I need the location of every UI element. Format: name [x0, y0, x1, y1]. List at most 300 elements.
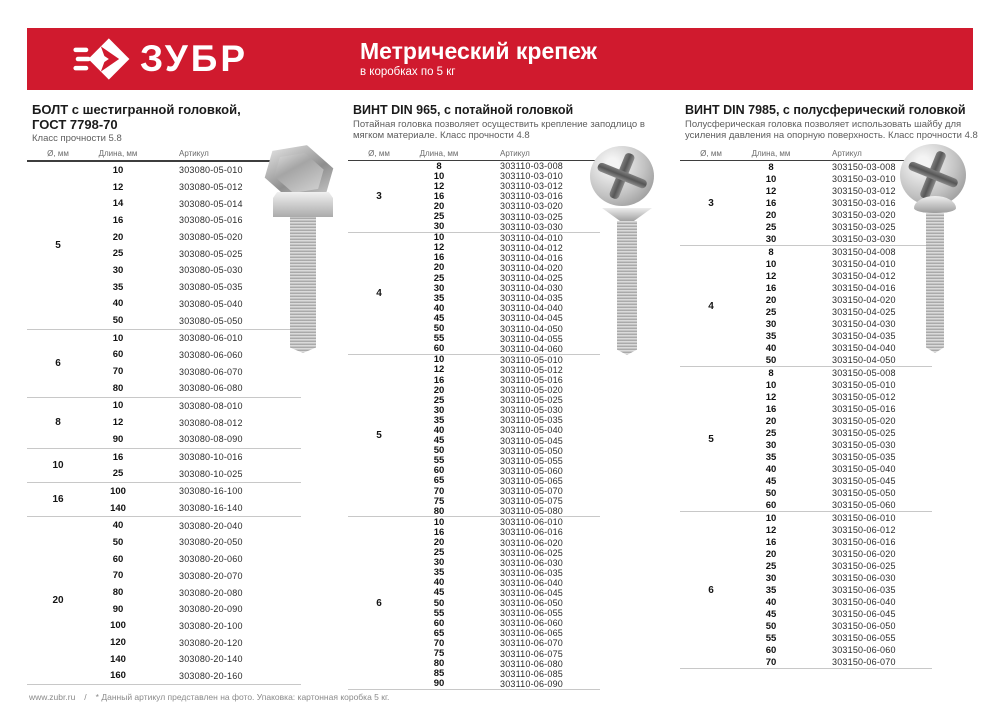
length-value: 40	[433, 577, 445, 589]
article-number: 303110-03-020	[500, 201, 563, 212]
table-row	[742, 246, 932, 258]
screw-threaded-shaft	[617, 221, 637, 355]
length-value: 30	[765, 572, 777, 584]
length-value: 10	[112, 332, 124, 344]
length-value: 30	[433, 221, 445, 233]
article-number: 303150-03-030	[832, 234, 896, 244]
length-value: 30	[765, 439, 777, 451]
header-band	[27, 28, 973, 90]
length-value: 16	[765, 197, 777, 209]
length-value: 10	[433, 516, 445, 528]
table-row	[410, 191, 600, 201]
article-number: 303110-04-030	[500, 283, 563, 294]
article-number: 303110-06-025	[500, 547, 563, 558]
article-number: 303150-06-055	[832, 633, 896, 643]
article-number: 303110-06-055	[500, 608, 563, 619]
table-row	[410, 293, 600, 303]
length-value: 55	[433, 607, 445, 619]
article-number: 303080-20-060	[179, 554, 243, 565]
article-number: 303080-16-140	[179, 503, 243, 514]
screw-threaded-shaft	[926, 213, 944, 353]
diameter-group	[27, 517, 301, 685]
table-header-block	[27, 100, 337, 146]
table-row	[410, 283, 600, 293]
table-row	[742, 233, 932, 245]
length-value: 70	[112, 366, 124, 378]
length-value: 12	[765, 270, 777, 282]
table-row	[742, 427, 932, 439]
article-number: 303150-06-030	[832, 573, 896, 583]
length-value: 30	[765, 233, 777, 245]
pan-head-screw-table-section	[680, 100, 995, 700]
length-value: 16	[112, 451, 124, 463]
length-value: 20	[433, 537, 445, 549]
article-number: 303110-05-065	[500, 475, 563, 486]
table-row	[410, 568, 600, 578]
article-number: 303150-05-050	[832, 488, 896, 498]
length-value: 50	[765, 354, 777, 366]
length-value: 25	[112, 248, 124, 260]
zubr-diamond-arrow-icon	[73, 35, 131, 83]
table-row	[742, 608, 932, 620]
diameter-value: 5	[708, 433, 714, 445]
table-row	[410, 303, 600, 313]
footer-separator: /	[84, 692, 87, 702]
length-value: 40	[765, 463, 777, 475]
article-number: 303150-06-060	[832, 645, 896, 655]
diameter-column-header: Ø, мм	[368, 148, 390, 158]
article-number: 303150-05-020	[832, 416, 896, 426]
group-rows	[410, 355, 600, 517]
diameter-value: 3	[376, 190, 382, 202]
article-number: 303150-06-020	[832, 549, 896, 559]
table-row	[89, 347, 301, 364]
length-value: 14	[112, 198, 124, 210]
diameter-value: 5	[376, 430, 382, 442]
table-row	[410, 355, 600, 365]
table-row	[410, 496, 600, 506]
table-row	[89, 414, 301, 431]
table-row	[410, 233, 600, 243]
table-row	[410, 588, 600, 598]
length-value: 16	[765, 403, 777, 415]
length-value: 40	[112, 520, 124, 532]
diameter-value: 5	[55, 239, 61, 251]
article-number: 303150-04-016	[832, 283, 896, 293]
table-title-line2: ГОСТ 7798-70	[32, 116, 118, 132]
article-number: 303150-04-010	[832, 259, 896, 269]
table-row	[742, 596, 932, 608]
table-row	[410, 548, 600, 558]
length-value: 25	[433, 272, 445, 284]
table-row	[742, 644, 932, 656]
group-rows	[89, 517, 301, 684]
length-value: 70	[765, 656, 777, 668]
article-number: 303150-05-010	[832, 380, 896, 390]
table-row	[89, 500, 301, 517]
article-number: 303110-04-055	[500, 333, 563, 344]
length-column-header: Длина, мм	[751, 148, 791, 158]
website-url: www.zubr.ru	[29, 692, 76, 702]
table-row	[742, 209, 932, 221]
length-value: 25	[433, 547, 445, 559]
article-number: 303150-05-025	[832, 428, 896, 438]
page-subtitle: в коробках по 5 кг	[360, 66, 456, 78]
article-column-header: Артикул	[832, 148, 862, 158]
length-value: 80	[112, 382, 124, 394]
length-value: 10	[433, 354, 445, 366]
length-value: 20	[765, 548, 777, 560]
length-value: 70	[433, 485, 445, 497]
article-number: 303110-05-045	[500, 435, 563, 446]
length-value: 75	[433, 495, 445, 507]
length-value: 45	[765, 608, 777, 620]
article-number: 303110-06-010	[500, 517, 563, 528]
table-row	[410, 598, 600, 608]
article-number: 303080-20-080	[179, 587, 243, 598]
length-value: 10	[112, 400, 124, 412]
article-number: 303110-06-060	[500, 618, 563, 629]
article-number: 303150-03-020	[832, 210, 896, 220]
table-row	[410, 476, 600, 486]
length-value: 16	[433, 190, 445, 202]
article-number: 303110-06-070	[500, 638, 563, 649]
article-number: 303110-06-050	[500, 598, 563, 609]
length-value: 80	[433, 505, 445, 517]
article-number: 303080-20-040	[179, 520, 243, 531]
article-number: 303150-03-025	[832, 222, 896, 232]
article-number: 303080-05-010	[179, 165, 243, 176]
article-number: 303110-04-040	[500, 303, 563, 314]
article-number: 303150-05-045	[832, 476, 896, 486]
diameter-column-header: Ø, мм	[700, 148, 722, 158]
article-number: 303080-20-140	[179, 654, 243, 665]
length-value: 25	[765, 427, 777, 439]
diameter-group	[680, 246, 932, 367]
article-number: 303110-04-050	[500, 323, 563, 334]
length-value: 20	[433, 384, 445, 396]
table-row	[89, 483, 301, 500]
article-number: 303080-20-160	[179, 670, 243, 681]
length-value: 10	[433, 232, 445, 244]
diameter-value: 6	[55, 357, 61, 369]
table-row	[89, 551, 301, 568]
table-row	[742, 463, 932, 475]
article-number: 303110-04-012	[500, 242, 563, 253]
length-value: 140	[110, 502, 126, 514]
table-row	[89, 618, 301, 635]
table-row	[89, 449, 301, 466]
length-value: 60	[433, 617, 445, 629]
article-number: 303110-03-030	[500, 221, 563, 232]
article-number: 303150-04-020	[832, 295, 896, 305]
group-rows	[410, 233, 600, 354]
pan-head-screw-photo	[914, 196, 956, 353]
article-number: 303110-03-008	[500, 161, 563, 172]
article-number: 303110-05-020	[500, 385, 563, 396]
length-value: 16	[433, 374, 445, 386]
article-number: 303080-06-070	[179, 366, 243, 377]
article-number: 303110-06-045	[500, 587, 563, 598]
table-row	[742, 499, 932, 511]
length-value: 60	[112, 349, 124, 361]
length-value: 50	[433, 597, 445, 609]
table-row	[89, 534, 301, 551]
table-header-block	[680, 100, 995, 146]
length-value: 35	[433, 414, 445, 426]
length-value: 50	[433, 445, 445, 457]
length-value: 35	[765, 451, 777, 463]
length-value: 30	[112, 264, 124, 276]
table-row	[742, 584, 932, 596]
table-row	[410, 201, 600, 211]
diameter-group	[27, 449, 301, 483]
table-row	[742, 282, 932, 294]
diameter-value: 6	[376, 597, 382, 609]
length-value: 16	[433, 526, 445, 538]
article-number: 303150-05-030	[832, 440, 896, 450]
article-number: 303150-04-035	[832, 331, 896, 341]
table-row	[89, 195, 301, 212]
article-number: 303080-10-016	[179, 452, 243, 463]
article-number: 303080-06-080	[179, 383, 243, 394]
length-value: 75	[433, 648, 445, 660]
hex-bolt-head	[273, 192, 333, 217]
zubr-logo-text: ЗУБР	[140, 38, 249, 79]
article-number: 303150-04-012	[832, 271, 896, 281]
article-number: 303110-03-025	[500, 211, 563, 222]
table-row	[742, 560, 932, 572]
length-value: 25	[765, 306, 777, 318]
table-row	[89, 296, 301, 313]
article-number: 303110-05-055	[500, 455, 563, 466]
table-row	[410, 313, 600, 323]
table-row	[410, 466, 600, 476]
article-number: 303150-03-016	[832, 198, 896, 208]
length-column-header: Длина, мм	[98, 148, 138, 158]
article-number: 303150-05-035	[832, 452, 896, 462]
table-row	[742, 330, 932, 342]
length-value: 100	[110, 485, 126, 497]
article-number: 303110-06-030	[500, 557, 563, 568]
table-row	[742, 439, 932, 451]
article-number: 303110-04-016	[500, 252, 563, 263]
table-row	[89, 568, 301, 585]
length-value: 20	[112, 231, 124, 243]
length-value: 70	[112, 570, 124, 582]
length-value: 10	[765, 173, 777, 185]
length-value: 12	[765, 185, 777, 197]
length-value: 40	[433, 302, 445, 314]
zubr-logo	[73, 35, 248, 83]
article-number: 303150-06-040	[832, 597, 896, 607]
article-number: 303110-03-012	[500, 181, 563, 192]
diameter-group	[27, 330, 301, 398]
table-row	[89, 465, 301, 482]
article-number: 303080-20-120	[179, 637, 243, 648]
length-value: 20	[765, 415, 777, 427]
length-value: 60	[765, 499, 777, 511]
group-rows	[410, 517, 600, 689]
article-number: 303150-04-050	[832, 355, 896, 365]
table-body	[680, 161, 932, 669]
length-value: 40	[112, 298, 124, 310]
length-value: 10	[765, 512, 777, 524]
article-number: 303150-05-016	[832, 404, 896, 414]
article-number: 303110-06-075	[500, 648, 563, 659]
length-value: 8	[768, 246, 774, 258]
table-row	[410, 517, 600, 527]
article-number: 303080-20-100	[179, 620, 243, 631]
table-row	[410, 649, 600, 659]
length-value: 8	[436, 160, 442, 172]
article-number: 303080-05-040	[179, 298, 243, 309]
table-row	[410, 253, 600, 263]
article-number: 303110-04-035	[500, 293, 563, 304]
article-number: 303080-05-014	[179, 198, 243, 209]
article-number: 303150-04-025	[832, 307, 896, 317]
article-number: 303110-05-050	[500, 445, 563, 456]
group-rows	[742, 512, 932, 668]
diameter-value: 8	[55, 417, 61, 429]
column-headers	[348, 146, 600, 161]
table-row	[742, 451, 932, 463]
article-number: 303110-06-040	[500, 577, 563, 588]
length-value: 12	[433, 364, 445, 376]
length-value: 55	[433, 333, 445, 345]
table-row	[742, 391, 932, 403]
table-row	[742, 197, 932, 209]
table-row	[742, 632, 932, 644]
table-description: Потайная головка позволяет осуществить крепление заподлицо в мягком материале. Класс прочности 4.8	[353, 118, 645, 141]
table-row	[410, 334, 600, 344]
length-value: 10	[433, 170, 445, 182]
article-number: 303150-04-008	[832, 247, 896, 257]
table-row	[410, 628, 600, 638]
table-row	[89, 262, 301, 279]
article-number: 303110-06-085	[500, 668, 563, 679]
article-number: 303110-05-025	[500, 395, 563, 406]
table-row	[410, 375, 600, 385]
diameter-value: 6	[708, 584, 714, 596]
length-value: 16	[765, 282, 777, 294]
article-number: 303110-06-065	[500, 628, 563, 639]
length-value: 30	[433, 282, 445, 294]
table-title-line1: БОЛТ с шестигранной головкой,	[32, 102, 241, 117]
length-value: 30	[433, 557, 445, 569]
length-value: 16	[433, 252, 445, 264]
table-row	[89, 634, 301, 651]
table-row	[742, 620, 932, 632]
length-value: 80	[433, 658, 445, 670]
table-row	[410, 171, 600, 181]
group-rows	[89, 483, 301, 516]
group-rows	[410, 161, 600, 232]
table-row	[89, 431, 301, 448]
table-row	[89, 363, 301, 380]
table-row	[410, 263, 600, 273]
article-number: 303150-06-045	[832, 609, 896, 619]
length-value: 140	[110, 653, 126, 665]
length-value: 70	[433, 637, 445, 649]
article-number: 303150-05-012	[832, 392, 896, 402]
length-value: 10	[765, 379, 777, 391]
article-number: 303080-06-010	[179, 333, 243, 344]
article-number: 303110-03-010	[500, 171, 563, 182]
table-row	[89, 229, 301, 246]
table-row	[89, 398, 301, 415]
pan-head	[914, 196, 956, 213]
length-value: 45	[765, 475, 777, 487]
length-value: 20	[765, 209, 777, 221]
length-value: 50	[112, 315, 124, 327]
article-number: 303110-05-060	[500, 465, 563, 476]
length-value: 60	[112, 553, 124, 565]
article-number: 303080-06-060	[179, 349, 243, 360]
length-value: 50	[112, 536, 124, 548]
length-value: 16	[765, 536, 777, 548]
table-row	[410, 395, 600, 405]
table-row	[410, 669, 600, 679]
table-row	[742, 354, 932, 366]
diameter-value: 4	[708, 300, 714, 312]
diameter-value: 16	[52, 494, 64, 506]
table-row	[410, 181, 600, 191]
table-header-block	[348, 100, 666, 146]
table-row	[410, 344, 600, 354]
table-row	[89, 651, 301, 668]
footer-note: * Данный артикул представлен на фото. Упаковка: картонная коробка 5 кг.	[95, 692, 390, 702]
table-row	[410, 608, 600, 618]
table-row	[410, 161, 600, 171]
table-row	[742, 487, 932, 499]
article-number: 303150-06-025	[832, 561, 896, 571]
article-number: 303080-05-020	[179, 232, 243, 243]
length-value: 100	[110, 620, 126, 632]
article-number: 303150-03-008	[832, 162, 896, 172]
article-number: 303110-06-016	[500, 527, 563, 538]
diameter-column-header: Ø, мм	[47, 148, 69, 158]
article-number: 303150-05-060	[832, 500, 896, 510]
table-row	[410, 578, 600, 588]
length-value: 55	[765, 632, 777, 644]
length-value: 55	[433, 455, 445, 467]
length-value: 40	[765, 596, 777, 608]
table-row	[410, 506, 600, 516]
article-number: 303150-06-016	[832, 537, 896, 547]
article-number: 303080-05-012	[179, 182, 243, 193]
length-value: 35	[433, 292, 445, 304]
length-value: 20	[765, 294, 777, 306]
article-number: 303150-06-050	[832, 621, 896, 631]
article-number: 303080-05-025	[179, 248, 243, 259]
table-row	[89, 212, 301, 229]
diameter-value: 20	[52, 595, 64, 607]
table-row	[410, 527, 600, 537]
article-column-header: Артикул	[500, 148, 530, 158]
table-row	[410, 456, 600, 466]
article-number: 303150-04-040	[832, 343, 896, 353]
countersunk-head	[602, 208, 652, 221]
table-row	[410, 365, 600, 375]
length-value: 60	[765, 644, 777, 656]
length-value: 60	[433, 343, 445, 355]
table-row	[410, 425, 600, 435]
group-rows	[89, 330, 301, 397]
length-value: 160	[110, 670, 126, 682]
length-value: 20	[433, 262, 445, 274]
table-row	[89, 380, 301, 397]
